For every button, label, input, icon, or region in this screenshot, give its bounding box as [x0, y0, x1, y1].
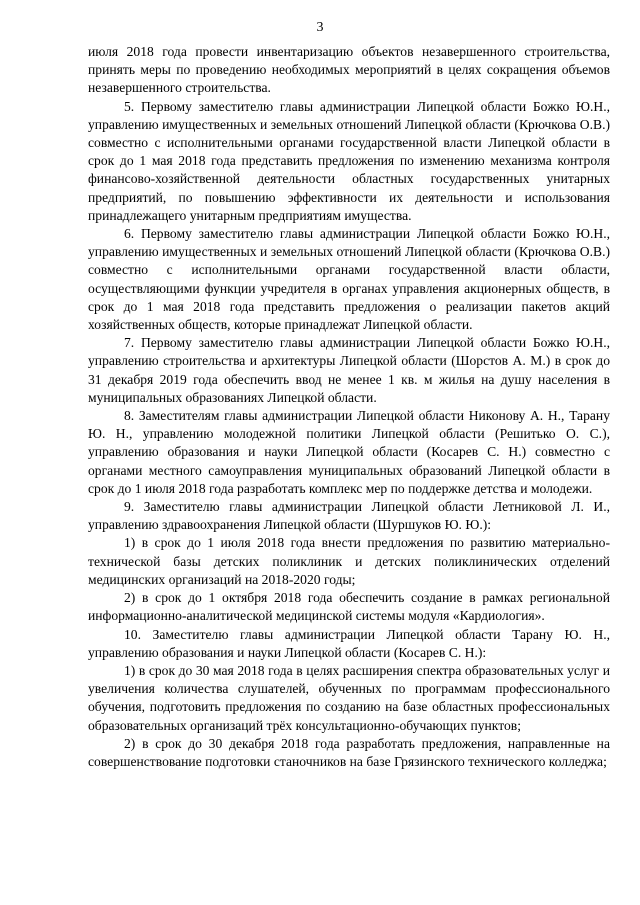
paragraph-continuation: июля 2018 года провести инвентаризацию объектов незавершенного строительства, принять меры по проведению необходимых мероприятий в целях сокращения объемов незавершенного строительства. [88, 44, 610, 96]
page-number: 3 [316, 20, 324, 35]
paragraph-item-8: 8. Заместителям главы администрации Липецкой области Никонову А. Н., Тарану Ю. Н., управлению молодежной политики Липецкой области (Решитько О. С.), управлению образования и науки Липецкой области (Косарев С. Н.) совместно с органами местного самоуправления муниципальных образований Липецкой области в срок до 1 июля 2018 года разработать комплекс мер по поддержке детства и молодежи. [88, 408, 610, 496]
paragraph-item-6: 6. Первому заместителю главы администрации Липецкой области Божко Ю.Н., управлению имущественных и земельных отношений Липецкой области (Крючкова О.В.) совместно с исполнительными органами государственной власти области, осуществляющими функции учредителя в органах управления акционерных обществ, в срок до 1 мая 2018 года представить предложения о реализации пакетов акций хозяйственных обществ, которые принадлежат Липецкой области. [88, 226, 610, 333]
paragraph-item-9-2: 2) в срок до 1 октября 2018 года обеспечить создание в рамках региональной информационно-аналитической медицинской системы модуля «Кардиология». [88, 590, 610, 624]
paragraph-item-10: 10. Заместителю главы администрации Липецкой области Тарану Ю. Н., управлению образования и науки Липецкой области (Косарев С. Н.): [88, 626, 610, 660]
paragraph-item-10-2: 2) в срок до 30 декабря 2018 года разработать предложения, направленные на совершенствование подготовки станочников на базе Грязинского технического колледжа; [88, 735, 610, 769]
paragraph-item-10-1: 1) в срок до 30 мая 2018 года в целях расширения спектра образовательных услуг и увеличения количества слушателей, обученных по программам профессионального обучения, подготовить предложения по созданию на базе областных профессиональных образовательных организаций трёх консультационно-обучающих пунктов; [88, 662, 610, 733]
paragraph-item-9-1: 1) в срок до 1 июля 2018 года внести предложения по развитию материально-технической базы детских поликлиник и детских поликлинических отделений медицинских организаций на 2018-2020 годы; [88, 535, 610, 587]
paragraph-item-5: 5. Первому заместителю главы администрации Липецкой области Божко Ю.Н., управлению имущественных и земельных отношений Липецкой области (Крючкова О.В.) совместно с исполнительными органами государственной власти Липецкой области в срок до 1 мая 2018 года представить предложения по изменению механизма контроля финансово-хозяйственной деятельности областных государственных унитарных предприятий, по повышению эффективности их деятельности и использования принадлежащего унитарным предприятиям имущества. [88, 98, 610, 223]
paragraph-item-7: 7. Первому заместителю главы администрации Липецкой области Божко Ю.Н., управлению строительства и архитектуры Липецкой области (Шорстов А. М.) в срок до 31 декабря 2019 года обеспечить ввод не менее 1 кв. м жилья на душу населения в муниципальных образованиях Липецкой области. [88, 335, 610, 405]
paragraph-item-9: 9. Заместителю главы администрации Липецкой области Летниковой Л. И., управлению здравоохранения Липецкой области (Шуршуков Ю. Ю.): [88, 499, 610, 533]
document-body [88, 43, 610, 771]
